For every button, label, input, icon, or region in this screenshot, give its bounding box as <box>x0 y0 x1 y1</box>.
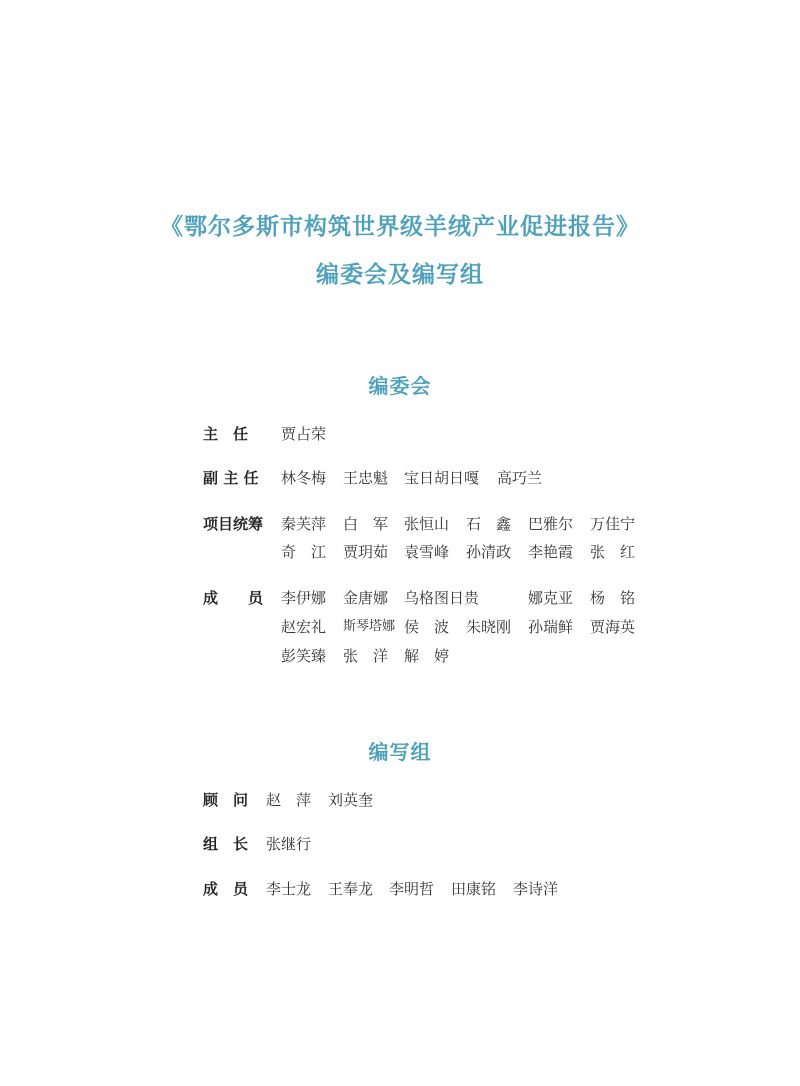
member-name: 朱晓刚 <box>466 618 512 636</box>
writing-member-name: 李士龙 <box>266 880 312 898</box>
deputy-name: 高巧兰 <box>497 469 543 487</box>
advisor-name: 刘英奎 <box>328 791 374 809</box>
coordinator-name: 袁雪峰 <box>404 543 450 561</box>
writing-member-name: 李诗洋 <box>513 880 559 898</box>
members-label: 成 员 <box>203 589 264 607</box>
coordinator-name: 万佳宁 <box>590 515 636 533</box>
coordinator-name: 奇 江 <box>281 543 327 561</box>
coordinator-name: 巴雅尔 <box>528 515 574 533</box>
coordinator-name: 张恒山 <box>404 515 450 533</box>
member-name: 斯琴塔娜 <box>343 619 396 634</box>
advisor-label: 顾 问 <box>203 791 249 809</box>
member-name: 杨 铭 <box>590 589 636 607</box>
member-name: 娜克亚 <box>528 589 574 607</box>
director-name: 贾占荣 <box>281 425 327 443</box>
deputy-name: 林冬梅 <box>281 469 327 487</box>
leader-label: 组 长 <box>203 835 249 853</box>
member-name: 彭笑臻 <box>281 647 327 665</box>
writing-group-heading: 编写组 <box>368 740 432 764</box>
report-title: 《鄂尔多斯市构筑世界级羊绒产业促进报告》 <box>160 213 640 240</box>
coordinator-name: 张 红 <box>590 543 636 561</box>
coordinator-name: 贾玥茹 <box>343 543 389 561</box>
member-name: 解 婷 <box>404 647 450 665</box>
deputy-label: 副 主 任 <box>203 469 259 487</box>
member-name: 贾海英 <box>590 618 636 636</box>
member-name: 李伊娜 <box>281 589 327 607</box>
coordinator-name: 秦芙萍 <box>281 515 327 533</box>
report-subtitle: 编委会及编写组 <box>316 261 484 288</box>
writing-member-name: 田康铭 <box>451 880 497 898</box>
coordinator-label: 项目统筹 <box>203 515 264 533</box>
coordinator-name: 白 军 <box>343 515 389 533</box>
writing-member-name: 李明哲 <box>389 880 435 898</box>
writing-member-name: 王奉龙 <box>328 880 374 898</box>
committee-heading: 编委会 <box>368 374 432 398</box>
deputy-name: 宝日胡日嘎 <box>404 469 480 487</box>
member-name: 侯 波 <box>404 618 450 636</box>
coordinator-name: 李艳霞 <box>528 543 574 561</box>
deputy-name: 王忠魁 <box>343 469 389 487</box>
writing-members-label: 成 员 <box>203 880 249 898</box>
director-label: 主 任 <box>203 425 249 443</box>
coordinator-name: 孙清政 <box>466 543 512 561</box>
member-name: 赵宏礼 <box>281 618 327 636</box>
coordinator-name: 石 鑫 <box>466 515 512 533</box>
leader-name: 张继行 <box>266 835 312 853</box>
member-name: 乌格图日贵 <box>404 589 480 607</box>
advisor-name: 赵 萍 <box>266 791 312 809</box>
member-name: 孙瑞鲜 <box>528 618 574 636</box>
member-name: 金唐娜 <box>343 589 389 607</box>
member-name: 张 洋 <box>343 647 389 665</box>
